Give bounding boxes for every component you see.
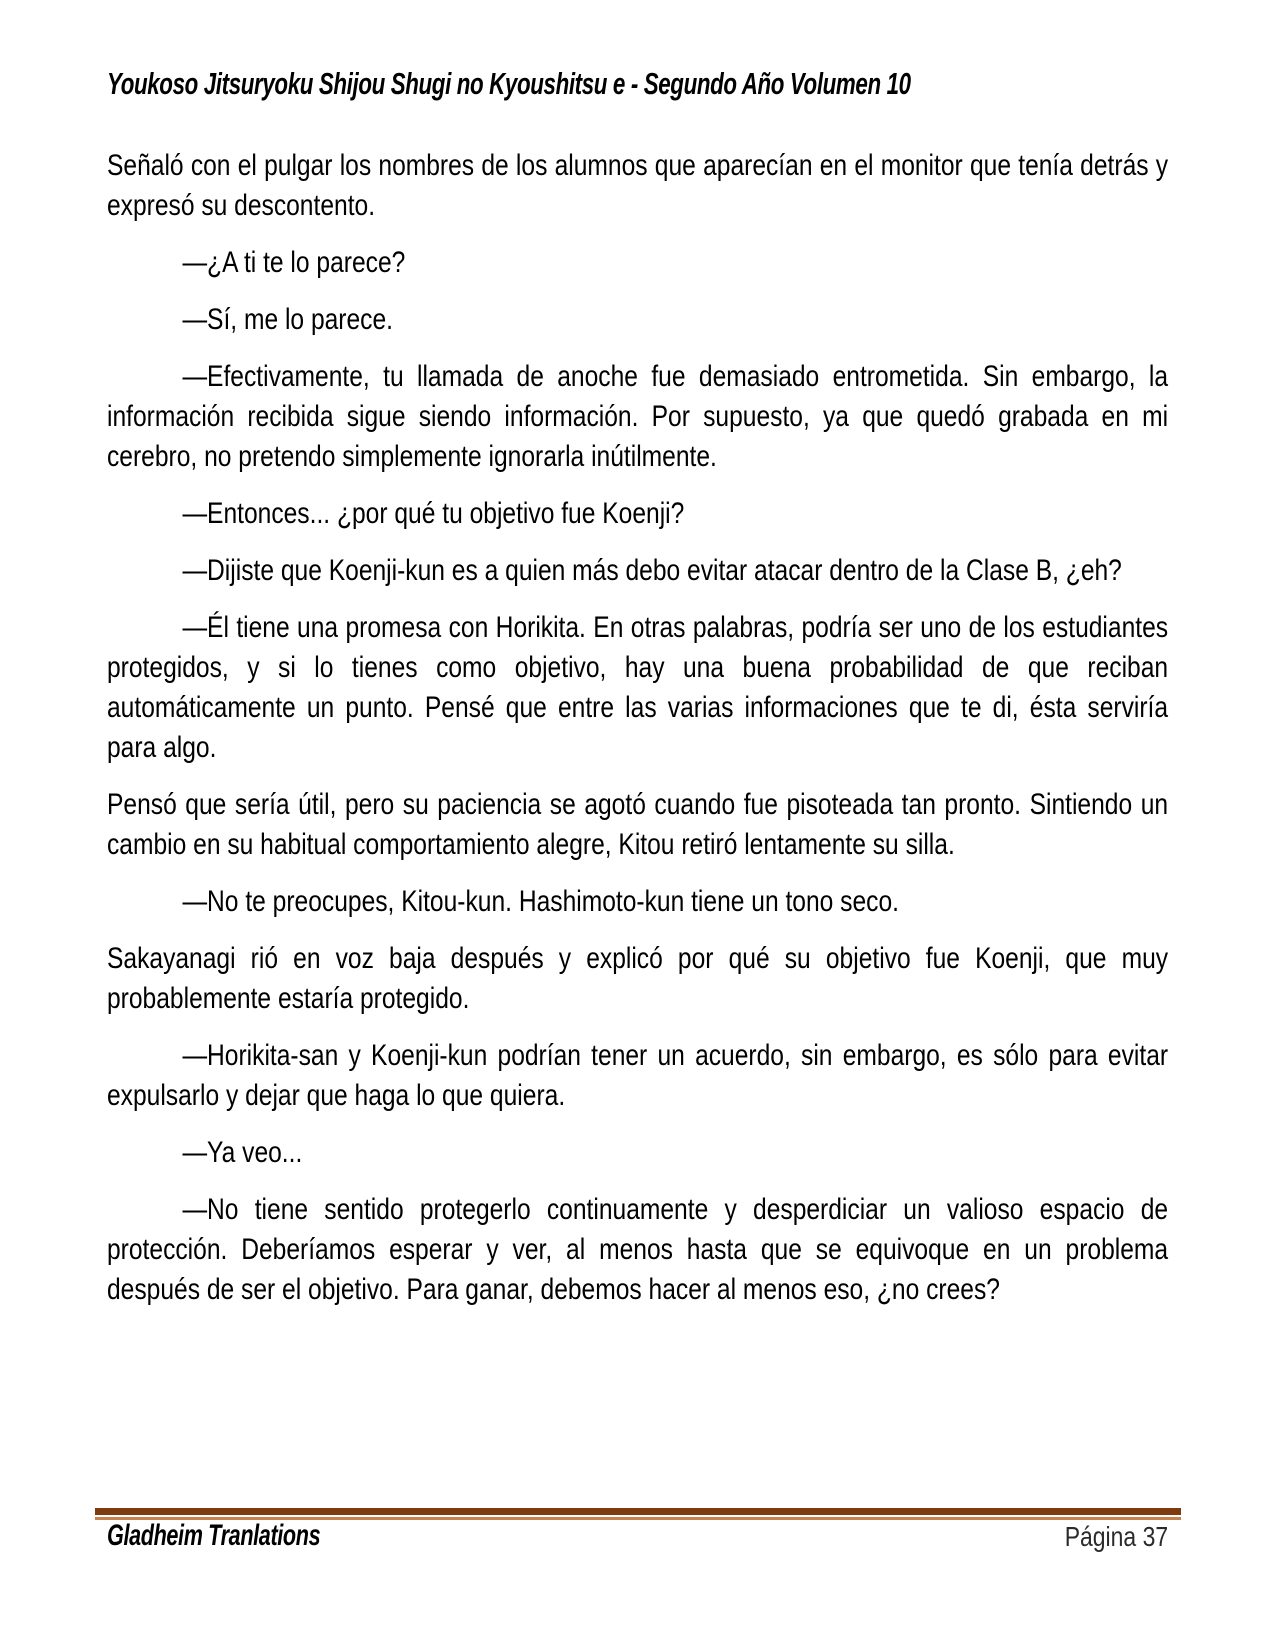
body-text-block bbox=[107, 146, 1168, 1327]
paragraph-dialogue: —Dijiste que Koenji-kun es a quien más debo evitar atacar dentro de la Clase B, ¿eh? bbox=[182, 554, 1122, 587]
paragraph-dialogue: —No te preocupes, Kitou-kun. Hashimoto-kun tiene un tono seco. bbox=[182, 885, 899, 918]
paragraphs-container bbox=[107, 146, 1168, 1310]
paragraph-dialogue: —Ya veo... bbox=[182, 1136, 303, 1169]
paragraph-dialogue: —¿A ti te lo parece? bbox=[182, 246, 406, 279]
paragraph-narration: Sakayanagi rió en voz baja después y explicó por qué su objetivo fue Koenji, que muy probablemente estaría protegido. bbox=[107, 942, 1169, 1015]
paragraph-dialogue: —Entonces... ¿por qué tu objetivo fue Koenji? bbox=[182, 497, 685, 530]
footer-translator-name: Gladheim Tranlations bbox=[107, 1519, 321, 1552]
paragraph-dialogue: —No tiene sentido protegerlo continuamente y desperdiciar un valioso espacio de protección. Deberíamos esperar y ver, al menos hasta que se equivoque en un problema después de ser el objetivo. Para ganar, debemos hacer al menos eso, ¿no crees? bbox=[107, 1193, 1169, 1306]
paragraph-dialogue: —Efectivamente, tu llamada de anoche fue demasiado entrometida. Sin embargo, la información recibida sigue siendo información. Por supuesto, ya que quedó grabada en mi cerebro, no pretendo simplemente ignorarla inútilmente. bbox=[107, 360, 1169, 473]
footer-rule-dark-bar bbox=[95, 1508, 1181, 1515]
footer-page-number: Página 37 bbox=[1064, 1521, 1168, 1552]
paragraph-narration: Pensó que sería útil, pero su paciencia se agotó cuando fue pisoteada tan pronto. Sintiendo un cambio en su habitual comportamiento alegre, Kitou retiró lentamente su silla. bbox=[107, 788, 1169, 861]
paragraph-narration: Señaló con el pulgar los nombres de los alumnos que aparecían en el monitor que tenía detrás y expresó su descontento. bbox=[107, 149, 1169, 222]
paragraph-dialogue: —Él tiene una promesa con Horikita. En otras palabras, podría ser uno de los estudiantes protegidos, y si lo tienes como objetivo, hay una buena probabilidad de que reciban automáticamente un punto. Pensé que entre las varias informaciones que te di, ésta serviría para algo. bbox=[107, 611, 1169, 764]
paragraph-dialogue: —Sí, me lo parece. bbox=[182, 303, 394, 336]
page-header-title: Youkoso Jitsuryoku Shijou Shugi no Kyoushitsu e - Segundo Año Volumen 10 bbox=[107, 66, 911, 101]
paragraph-dialogue: —Horikita-san y Koenji-kun podrían tener un acuerdo, sin embargo, es sólo para evitar expulsarlo y dejar que haga lo que quiera. bbox=[107, 1039, 1169, 1112]
